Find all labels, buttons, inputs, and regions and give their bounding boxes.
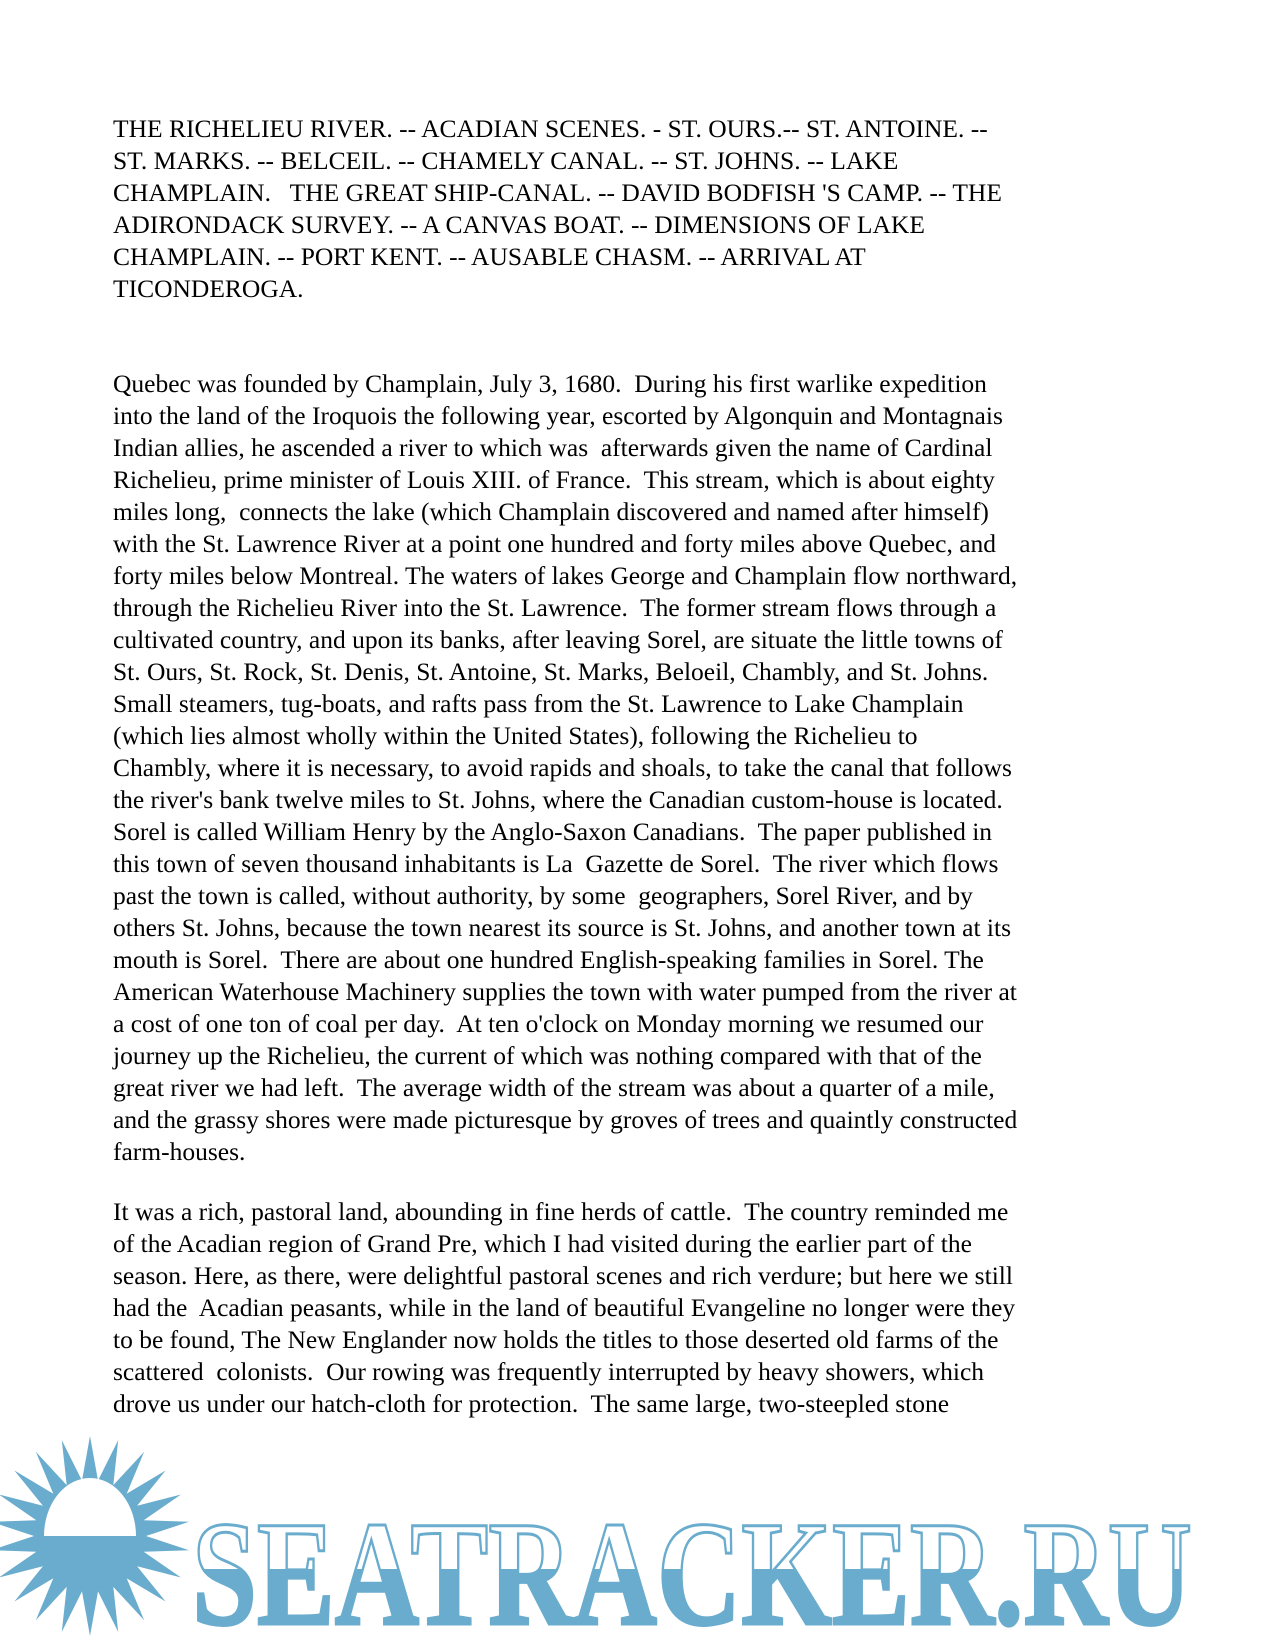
text-line: a cost of one ton of coal per day. At ten o'clock on Monday morning we resumed our: [113, 1009, 984, 1038]
paragraph-2: [113, 1196, 1233, 1420]
text-line: had the Acadian peasants, while in the land of beautiful Evangeline no longer were they: [113, 1293, 1016, 1322]
text-line: scattered colonists. Our rowing was frequently interrupted by heavy showers, which: [113, 1357, 985, 1386]
chapter-heading: [113, 113, 1233, 305]
text-line: ST. MARKS. -- BELCEIL. -- CHAMELY CANAL. -- ST. JOHNS. -- LAKE: [113, 146, 899, 175]
text-line: of the Acadian region of Grand Pre, which I had visited during the earlier part of the: [113, 1229, 972, 1258]
text-line: Chambly, where it is necessary, to avoid rapids and shoals, to take the canal that follows: [113, 753, 1012, 782]
text-line: farm-houses.: [113, 1137, 246, 1166]
text-line: Richelieu, prime minister of Louis XIII. of France. This stream, which is about eighty: [113, 465, 995, 494]
text-line: the river's bank twelve miles to St. Johns, where the Canadian custom-house is located.: [113, 785, 1003, 814]
text-line: Small steamers, tug-boats, and rafts pass from the St. Lawrence to Lake Champlain: [113, 689, 964, 718]
text-line: others St. Johns, because the town nearest its source is St. Johns, and another town at its: [113, 913, 1012, 942]
text-line: CHAMPLAIN. THE GREAT SHIP-CANAL. -- DAVID BODFISH 'S CAMP. -- THE: [113, 178, 1002, 207]
text-line: Sorel is called William Henry by the Anglo-Saxon Canadians. The paper published in: [113, 817, 993, 846]
text-line: (which lies almost wholly within the United States), following the Richelieu to: [113, 721, 918, 750]
text-line: CHAMPLAIN. -- PORT KENT. -- AUSABLE CHASM. -- ARRIVAL AT: [113, 242, 866, 271]
seatracker-watermark-logo: [0, 1424, 1274, 1649]
text-line: great river we had left. The average width of the stream was about a quarter of a mile,: [113, 1073, 995, 1102]
text-line: drove us under our hatch-cloth for protection. The same large, two-steepled stone: [113, 1389, 950, 1418]
text-line: Indian allies, he ascended a river to which was afterwards given the name of Cardinal: [113, 433, 993, 462]
text-line: TICONDEROGA.: [113, 274, 304, 303]
text-line: this town of seven thousand inhabitants is La Gazette de Sorel. The river which flows: [113, 849, 999, 878]
text-line: with the St. Lawrence River at a point one hundred and forty miles above Quebec, and: [113, 529, 997, 558]
text-line: miles long, connects the lake (which Champlain discovered and named after himself): [113, 497, 989, 526]
text-line: THE RICHELIEU RIVER. -- ACADIAN SCENES. - ST. OURS.-- ST. ANTOINE. --: [113, 114, 988, 143]
text-line: cultivated country, and upon its banks, after leaving Sorel, are situate the little towns of: [113, 625, 1003, 654]
text-line: journey up the Richelieu, the current of which was nothing compared with that of the: [113, 1041, 982, 1070]
text-line: into the land of the Iroquois the following year, escorted by Algonquin and Montagnais: [113, 401, 1003, 430]
text-line: St. Ours, St. Rock, St. Denis, St. Antoine, St. Marks, Beloeil, Chambly, and St. Johns.: [113, 657, 989, 686]
svg-text:SEATRACKER.RU: SEATRACKER.RU: [192, 1491, 1192, 1649]
text-line: American Waterhouse Machinery supplies the town with water pumped from the river at: [113, 977, 1017, 1006]
text-line: through the Richelieu River into the St. Lawrence. The former stream flows through a: [113, 593, 997, 622]
sun-icon: [0, 1436, 189, 1636]
text-line: mouth is Sorel. There are about one hundred English-speaking families in Sorel. The: [113, 945, 984, 974]
text-line: season. Here, as there, were delightful pastoral scenes and rich verdure; but here we still: [113, 1261, 1013, 1290]
text-line: forty miles below Montreal. The waters of lakes George and Champlain flow northward,: [113, 561, 1018, 590]
text-line: ADIRONDACK SURVEY. -- A CANVAS BOAT. -- DIMENSIONS OF LAKE: [113, 210, 925, 239]
text-line: Quebec was founded by Champlain, July 3, 1680. During his first warlike expedition: [113, 369, 987, 398]
text-line: past the town is called, without authority, by some geographers, Sorel River, and by: [113, 881, 973, 910]
text-line: and the grassy shores were made picturesque by groves of trees and quaintly constructed: [113, 1105, 1018, 1134]
paragraph-1: [113, 368, 1233, 1168]
text-line: to be found, The New Englander now holds the titles to those deserted old farms of the: [113, 1325, 999, 1354]
text-line: It was a rich, pastoral land, abounding in fine herds of cattle. The country reminded me: [113, 1197, 1009, 1226]
